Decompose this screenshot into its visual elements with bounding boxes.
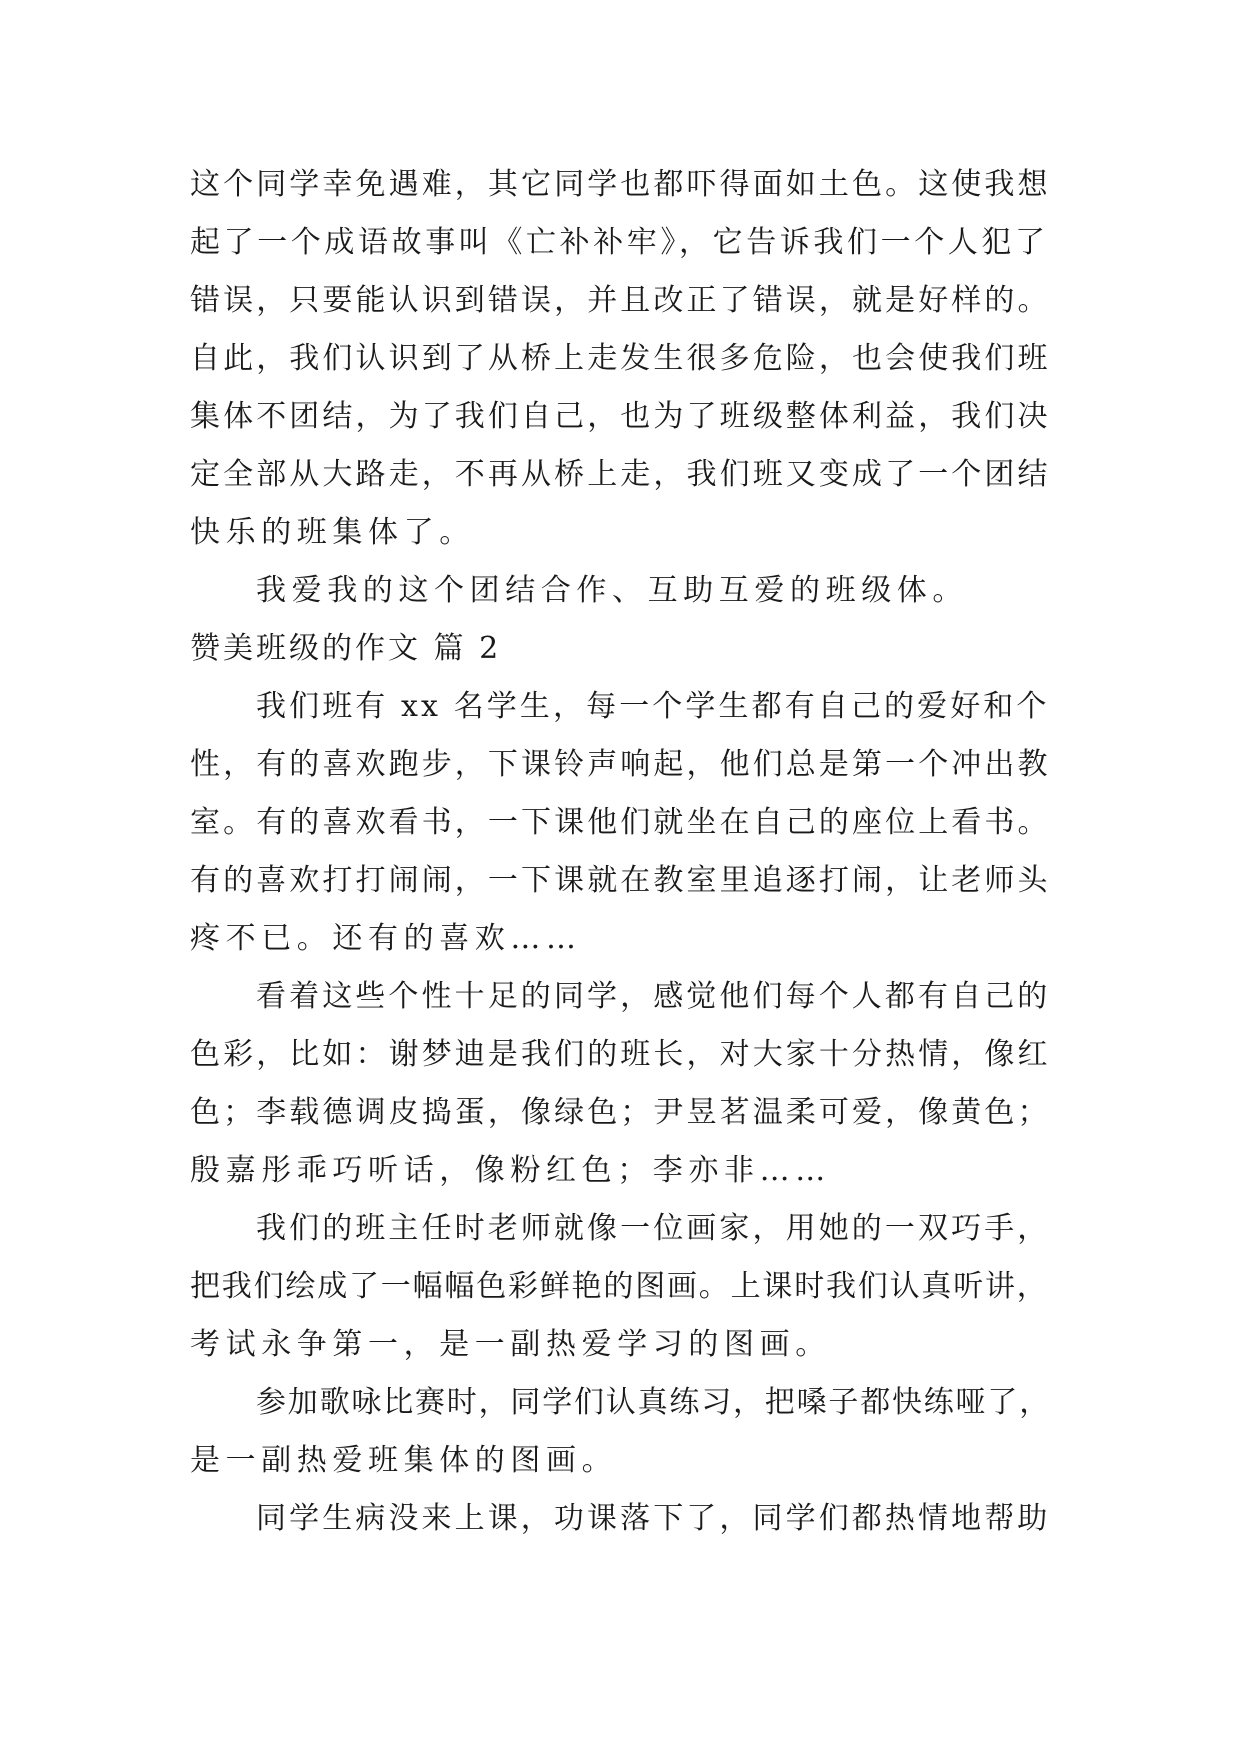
line-text: 色彩，比如：谢梦迪是我们的班长，对大家十分热情，像红: [190, 1037, 1051, 1072]
line-text: 错误，只要能认识到错误，并且改正了错误，就是好样的。: [190, 283, 1051, 318]
text-line: [0, 1431, 1241, 1491]
text-line: [0, 1141, 1241, 1201]
text-line: [0, 967, 1241, 1027]
line-text: 集体不团结，为了我们自己，也为了班级整体利益，我们决: [190, 399, 1051, 434]
text-line: [0, 1373, 1241, 1433]
text-line: [0, 445, 1241, 505]
text-line: [0, 1489, 1241, 1549]
text-line: [0, 1199, 1241, 1259]
line-text: 参加歌咏比赛时，同学们认真练习，把嗓子都快练哑了，: [256, 1385, 1051, 1420]
line-text: 是一副热爱班集体的图画。: [190, 1443, 618, 1478]
text-line: [0, 213, 1241, 273]
text-line: [0, 387, 1241, 447]
line-text: 同学生病没来上课，功课落下了，同学们都热情地帮助: [256, 1501, 1051, 1536]
text-line: [0, 329, 1241, 389]
line-text: 室。有的喜欢看书，一下课他们就坐在自己的座位上看书。: [190, 805, 1051, 840]
line-text: 考试永争第一，是一副热爱学习的图画。: [190, 1327, 831, 1362]
line-text: 疼不已。还有的喜欢……: [190, 921, 582, 956]
text-line: [0, 561, 1241, 621]
line-text: 定全部从大路走，不再从桥上走，我们班又变成了一个团结: [190, 457, 1051, 492]
line-text: 这个同学幸免遇难，其它同学也都吓得面如土色。这使我想: [190, 167, 1051, 202]
line-text: 我们班有 xx 名学生，每一个学生都有自己的爱好和个: [256, 689, 1050, 724]
text-line: [0, 909, 1241, 969]
text-line: [0, 735, 1241, 795]
line-text: 有的喜欢打打闹闹，一下课就在教室里追逐打闹，让老师头: [190, 863, 1051, 898]
line-text: 快乐的班集体了。: [190, 515, 475, 550]
text-line: [0, 271, 1241, 331]
text-line: [0, 1025, 1241, 1085]
line-text: 自此，我们认识到了从桥上走发生很多危险，也会使我们班: [190, 341, 1051, 376]
line-text: 我们的班主任时老师就像一位画家，用她的一双巧手，: [256, 1211, 1051, 1246]
text-line: [0, 503, 1241, 563]
line-text: 殷嘉彤乖巧听话，像粉红色；李亦非……: [190, 1153, 831, 1188]
text-line: [0, 1315, 1241, 1375]
section-heading: [0, 619, 1241, 679]
heading-text: 赞美班级的作文 篇 2: [190, 631, 502, 666]
text-line: [0, 793, 1241, 853]
line-text: 起了一个成语故事叫《亡补补牢》，它告诉我们一个人犯了: [190, 225, 1049, 260]
text-line: [0, 677, 1241, 737]
text-line: [0, 1083, 1241, 1143]
text-line: [0, 851, 1241, 911]
line-text: 把我们绘成了一幅幅色彩鲜艳的图画。上课时我们认真听讲，: [190, 1269, 1049, 1304]
text-line: [0, 1257, 1241, 1317]
line-text: 性，有的喜欢跑步，下课铃声响起，他们总是第一个冲出教: [190, 747, 1051, 782]
line-text: 看着这些个性十足的同学，感觉他们每个人都有自己的: [256, 979, 1051, 1014]
line-text: 色；李载德调皮捣蛋，像绿色；尹昱茗温柔可爱，像黄色；: [190, 1095, 1051, 1130]
line-text: 我爱我的这个团结合作、互助互爱的班级体。: [256, 573, 968, 608]
text-line: [0, 155, 1241, 215]
